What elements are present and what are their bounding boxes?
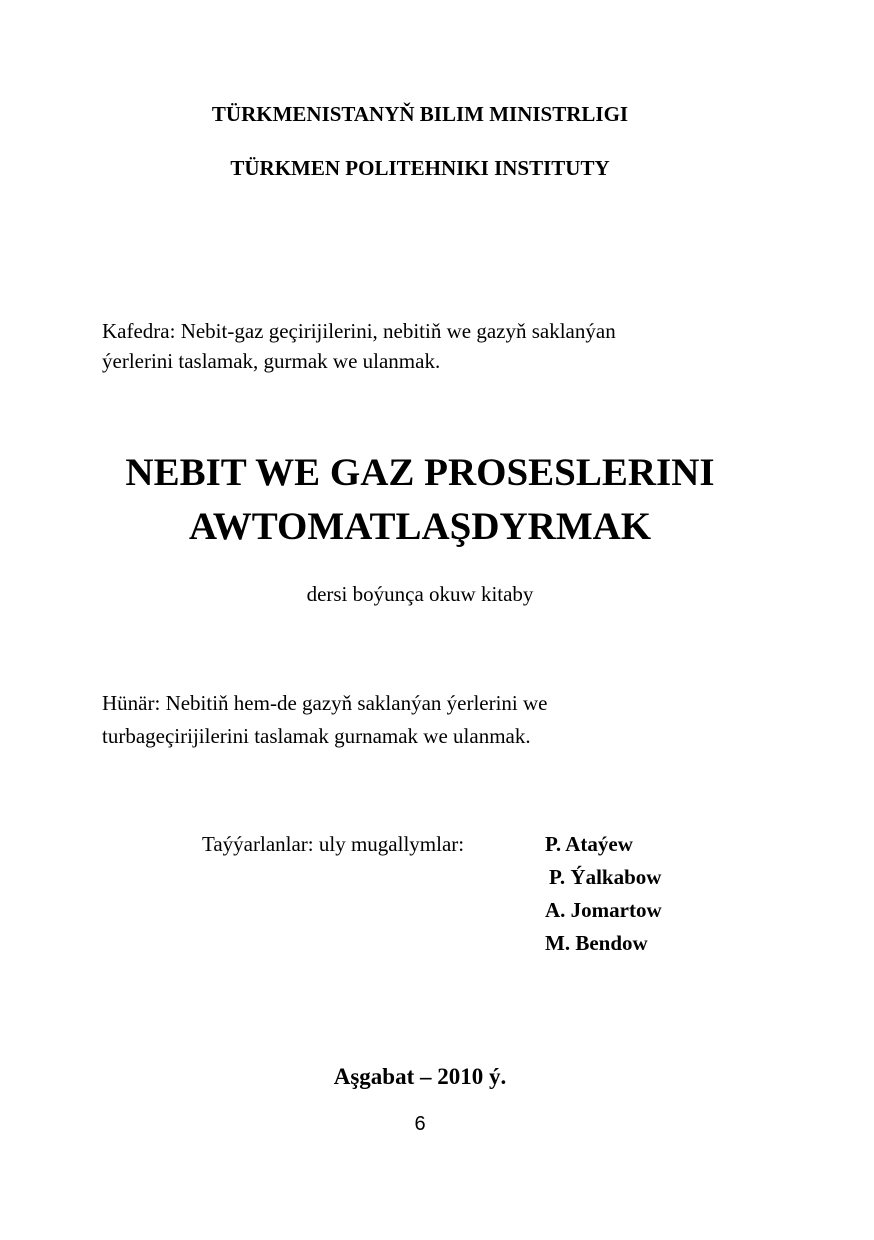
- department-line-1: Kafedra: Nebit-gaz geçirijilerini, nebitiň we gazyň saklanýan: [102, 319, 616, 343]
- book-subtitle: dersi boýunça okuw kitaby: [306, 582, 534, 606]
- institute-heading: TÜRKMEN POLITEHNIKI INSTITUTY: [230, 156, 610, 180]
- author-name: M. Bendow: [545, 931, 648, 955]
- book-title-line-2: AWTOMATLAŞDYRMAK: [188, 505, 652, 548]
- prepared-by-label: Taýýarlanlar: uly mugallymlar:: [202, 832, 465, 856]
- ministry-heading: TÜRKMENISTANYŇ BILIM MINISTRLIGI: [211, 102, 629, 126]
- specialty-line-2: turbageçirijilerini taslamak gurnamak we ulanmak.: [102, 724, 531, 748]
- author-name: A. Jomartow: [545, 898, 662, 922]
- author-name: P. Ýalkabow: [549, 865, 662, 889]
- book-title-line-1: NEBIT WE GAZ PROSESLERINI: [125, 451, 715, 494]
- place-and-date: Aşgabat – 2010 ý.: [333, 1064, 507, 1089]
- department-line-2: ýerlerini taslamak, gurmak we ulanmak.: [102, 349, 441, 373]
- author-name: P. Ataýew: [545, 832, 633, 856]
- page-number: 6: [414, 1113, 426, 1135]
- specialty-line-1: Hünär: Nebitiň hem-de gazyň saklanýan ýerlerini we: [102, 691, 548, 715]
